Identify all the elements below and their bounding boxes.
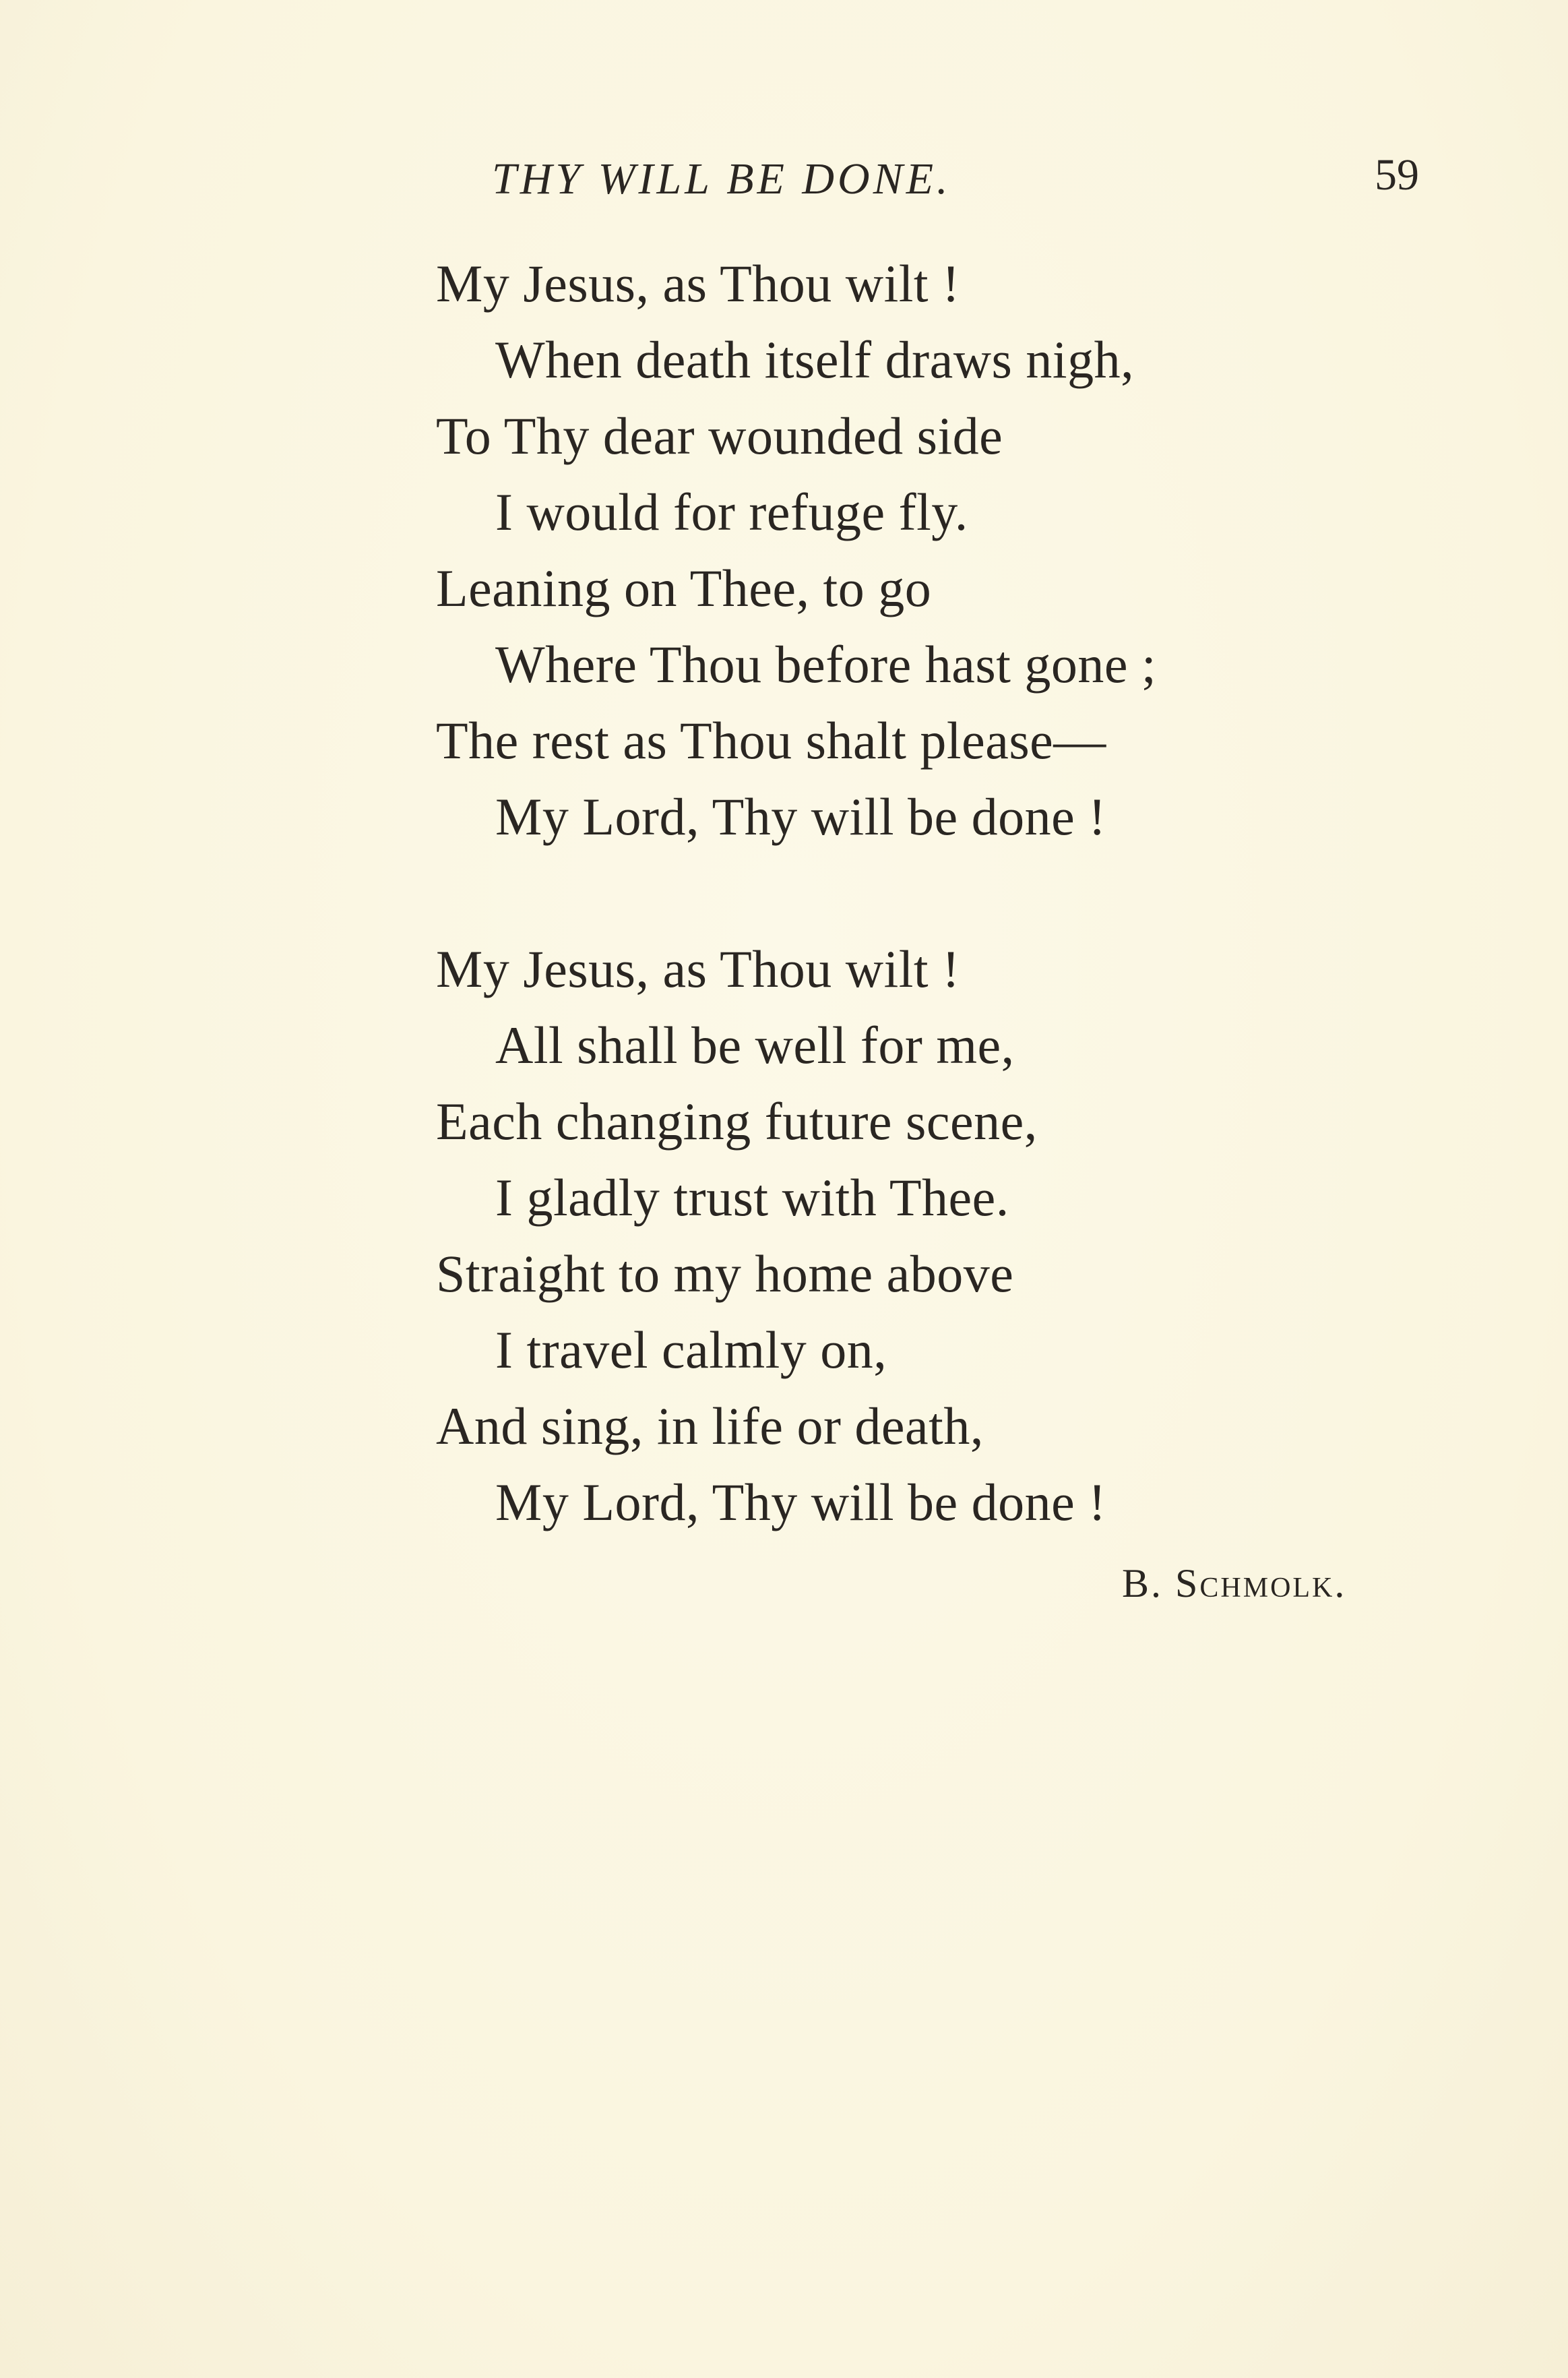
verse-line: My Jesus, as Thou wilt !: [436, 940, 960, 998]
verse-line: Straight to my home above: [436, 1244, 1014, 1303]
verse-line: I gladly trust with Thee.: [495, 1168, 1009, 1227]
verse-line: My Jesus, as Thou wilt !: [436, 254, 960, 313]
author-name: B. Schmolk.: [1122, 1561, 1347, 1606]
verse-line: My Lord, Thy will be done !: [495, 787, 1106, 846]
verse-line: I would for refuge fly.: [495, 483, 968, 541]
verse-line: Each changing future scene,: [436, 1092, 1038, 1151]
verse-line: When death itself draws nigh,: [495, 330, 1135, 389]
page-number: 59: [1375, 150, 1419, 200]
verse-line: I travel calmly on,: [495, 1320, 887, 1379]
verse-line: Where Thou before hast gone ;: [495, 635, 1157, 694]
verse-line: All shall be well for me,: [495, 1016, 1015, 1074]
running-head-title: THY WILL BE DONE.: [492, 154, 951, 204]
author-attribution: [1122, 1560, 1346, 1607]
verse-line: And sing, in life or death,: [436, 1397, 984, 1455]
verse-line: My Lord, Thy will be done !: [495, 1473, 1106, 1531]
verse-line: To Thy dear wounded side: [436, 406, 1003, 465]
verse-line: The rest as Thou shalt please—: [436, 711, 1106, 770]
verse-line: Leaning on Thee, to go: [436, 559, 932, 617]
